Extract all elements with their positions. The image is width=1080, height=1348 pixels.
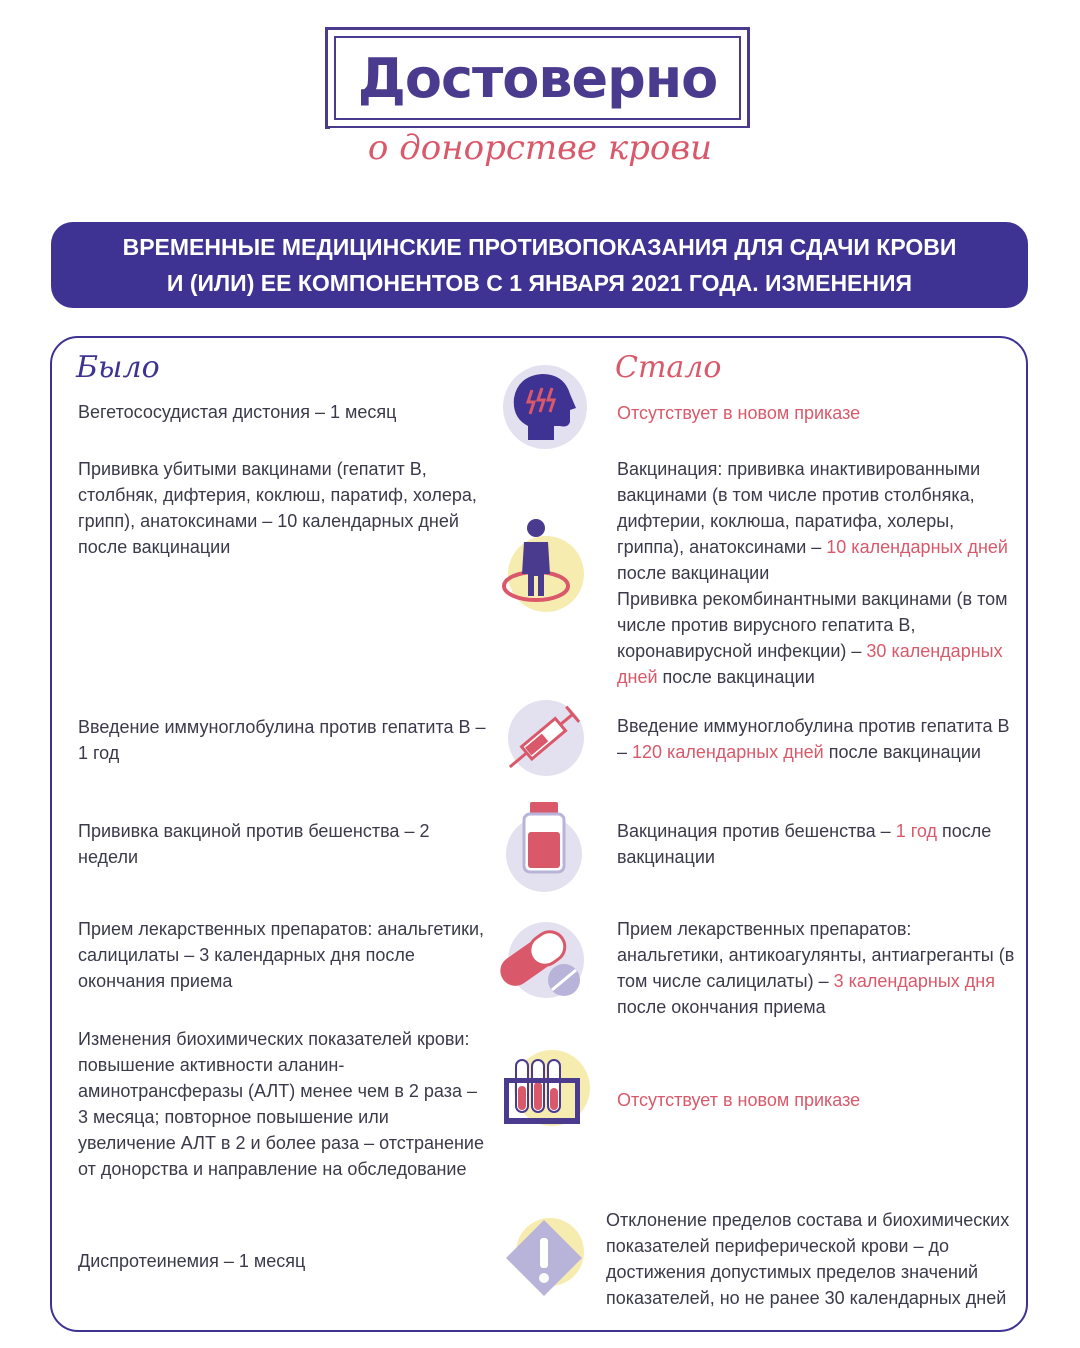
row-2-now-tail-1: после вакцинации: [617, 563, 770, 583]
row-5-now-highlight: 3 календарных дня: [833, 971, 995, 991]
head-lightning-icon: [498, 360, 592, 459]
row-4-now-tail: после вакцинации: [617, 821, 992, 867]
row-3-now-text: Введение иммуноглобулина против гепатита В –: [617, 716, 1010, 762]
row-2-was: Прививка убитыми вакцинами (гепатит В, столбняк, дифтерия, коклюш, паратиф, холера, грипп), анатоксинами – 10 календарных дней после вакцинации: [78, 459, 477, 557]
test-tubes-icon: [496, 1046, 592, 1145]
syringe-icon: [496, 698, 588, 787]
banner-line-2: И (ИЛИ) ЕЕ КОМПОНЕНТОВ С 1 ЯНВАРЯ 2021 ГОДА. ИЗМЕНЕНИЯ: [166, 270, 913, 296]
row-3-now-tail: после вакцинации: [823, 742, 981, 762]
row-4-now-highlight: 1 год: [895, 821, 938, 841]
row-2-now-text-2: Прививка рекомбинантными вакцинами (в том числе против вирусного гепатита В, коронавирусной инфекции) –: [617, 589, 1008, 661]
row-3-now: [617, 713, 1017, 765]
banner-line-1: ВРЕМЕННЫЕ МЕДИЦИНСКИЕ ПРОТИВОПОКАЗАНИЯ ДЛЯ СДАЧИ КРОВИ: [122, 234, 957, 260]
logo-subtitle: о донорстве крови: [330, 128, 750, 168]
row-2-now-highlight-1: 10 календарных дней: [826, 537, 1008, 557]
row-5-was: Прием лекарственных препаратов: анальгетики, салицилаты – 3 календарных дня после окончания приема: [78, 919, 485, 991]
row-4-was: Прививка вакциной против бешенства – 2 недели: [78, 821, 430, 867]
row-2-now-text-1: Вакцинация: прививка инактивированными вакцинами (в том числе против столбняка, дифтерии, коклюша, паратифа, холеры, гриппа), анатоксинами –: [617, 459, 981, 557]
title-banner: [51, 222, 1028, 308]
row-2-now: [617, 456, 1017, 690]
row-5-now-tail: после окончания приема: [617, 997, 826, 1017]
row-3-was: Введение иммуноглобулина против гепатита В – 1 год: [78, 717, 486, 763]
row-6-was: Изменения биохимических показателей крови: повышение активности аланин-аминотрансферазы (АЛТ) менее чем в 2 раза – 3 месяца; повторное повышение или увеличение АЛТ в 2 и более раза – отстранение от донорства и направление на обследование: [78, 1029, 484, 1179]
column-heading-now: Стало: [615, 350, 722, 385]
row-3-now-highlight: 120 календарных дней: [632, 742, 824, 762]
person-vaccination-icon: [496, 514, 586, 623]
row-1-now: Отсутствует в новом приказе: [617, 403, 861, 423]
logo-inner-frame: [334, 36, 741, 120]
row-4-now: [617, 818, 1017, 870]
row-7-now: Отклонение пределов состава и биохимических показателей периферической крови – до достижения допустимых пределов значений показателей, но не ранее 30 календарных дней: [606, 1210, 1010, 1308]
row-2-now-highlight-2: 30 календарных дней: [617, 641, 1003, 687]
row-5-now-text: Прием лекарственных препаратов: анальгетики, антикоагулянты, антиагреганты (в том числе салицилаты) –: [617, 919, 1015, 991]
row-6-now: Отсутствует в новом приказе: [617, 1090, 861, 1110]
logo-title: Достоверно: [357, 46, 718, 110]
column-heading-was: Было: [76, 350, 160, 385]
pills-icon: [492, 914, 588, 1009]
row-4-now-text: Вакцинация против бешенства –: [617, 821, 896, 841]
row-2-now-tail-2: после вакцинации: [657, 667, 815, 687]
row-5-now: [617, 916, 1017, 1020]
vial-icon: [498, 798, 590, 897]
warning-icon: [500, 1214, 590, 1309]
row-1-was: Вегетососудистая дистония – 1 месяц: [78, 402, 397, 422]
row-7-was: Диспротеинемия – 1 месяц: [78, 1251, 306, 1271]
logo-frame: [325, 27, 750, 129]
